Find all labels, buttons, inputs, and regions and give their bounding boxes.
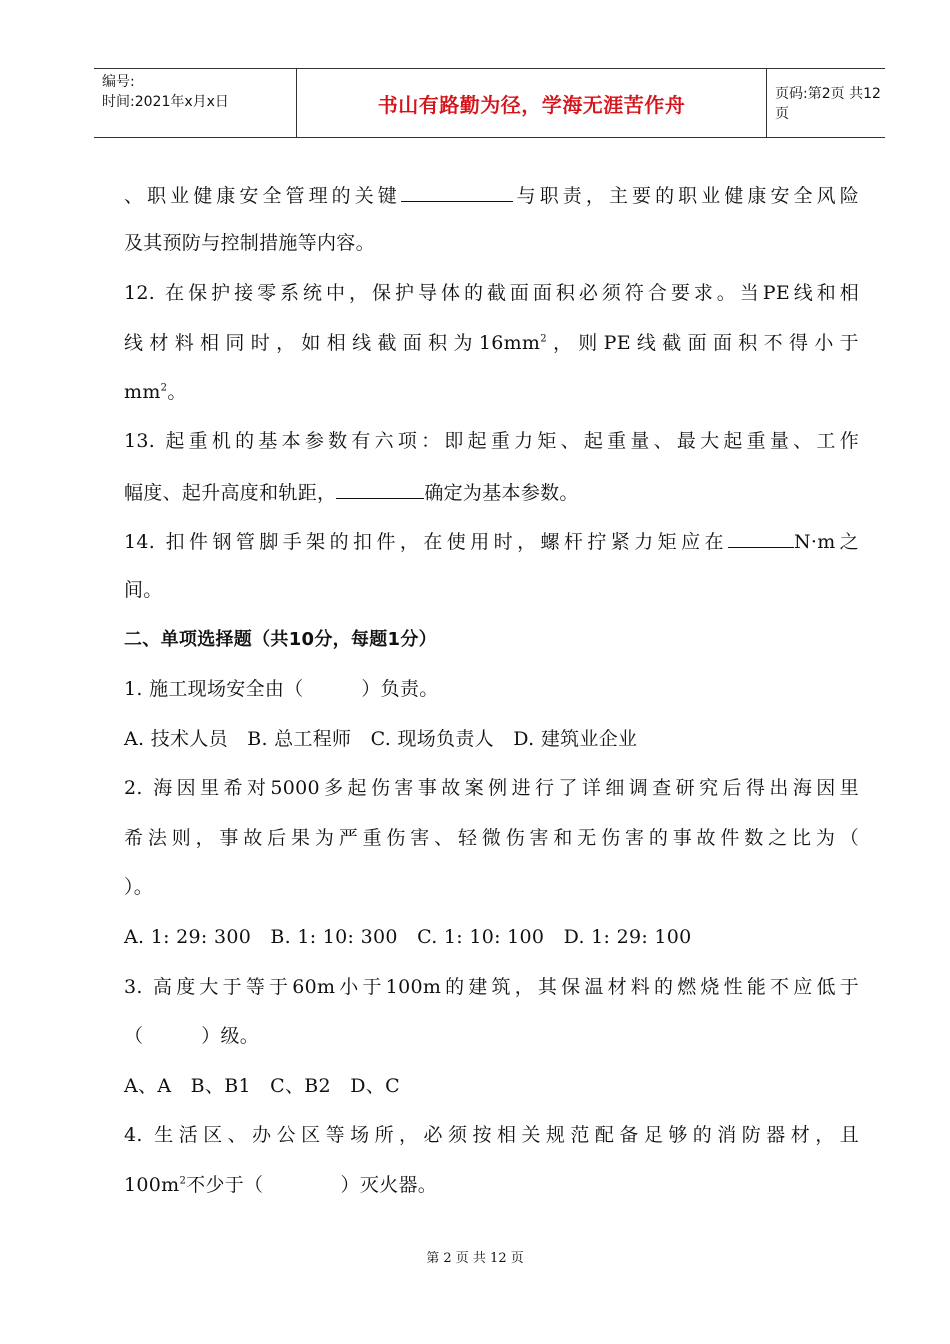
page-footer: 第 2 页 共 12 页 <box>426 1251 524 1266</box>
choice-2-question-line-3: ）。 <box>124 876 154 898</box>
choice-3-question-line-2: （ ）级。 <box>124 1025 260 1047</box>
superscript: 2 <box>160 382 168 394</box>
fill-blank <box>336 478 424 499</box>
question-12-line-3 <box>124 379 859 405</box>
header-motto: 书山有路勤为径，学海无涯苦作舟 <box>377 92 686 117</box>
header-page-label: 页码:第2页 共12页 <box>775 86 881 122</box>
superscript: 2 <box>179 1175 187 1187</box>
text-fragment: 不少于（ ）灭火器。 <box>186 1174 438 1196</box>
fill-blank <box>728 527 794 548</box>
superscript: 2 <box>540 333 547 345</box>
text-fragment: ，则PE线截面面积不得小于 <box>546 332 859 354</box>
document-number-label: 编号: <box>102 74 135 90</box>
text-line-1 <box>124 181 859 209</box>
question-13-line-1: 13. 起重机的基本参数有六项：即起重力矩、起重量、最大起重量、工作 <box>124 430 859 452</box>
choice-4-question-line-2 <box>124 1172 859 1198</box>
text-fragment: 。 <box>167 381 187 403</box>
fill-blank <box>401 181 513 202</box>
header-motto-cell <box>296 69 767 137</box>
choice-1-question: 1. 施工现场安全由（ ）负责。 <box>124 678 439 700</box>
question-14-line-2: 间。 <box>124 579 163 601</box>
text-line-2: 及其预防与控制措施等内容。 <box>124 232 375 254</box>
choice-4-question-line-1: 4. 生活区、办公区等场所，必须按相关规范配备足够的消防器材，且 <box>124 1124 859 1146</box>
text-fragment: mm <box>124 381 161 403</box>
header-meta <box>94 69 296 137</box>
choice-2-options: A. 1: 29: 300 B. 1: 10: 300 C. 1: 10: 100 D. 1: 29: 100 <box>124 926 692 948</box>
text-fragment: 100m <box>124 1174 180 1196</box>
question-12-line-1: 12. 在保护接零系统中，保护导体的截面面积必须符合要求。当PE线和相 <box>124 282 859 304</box>
choice-3-options: A、A B、B1 C、B2 D、C <box>124 1075 400 1097</box>
choice-1-options: A. 技术人员 B. 总工程师 C. 现场负责人 D. 建筑业企业 <box>124 728 638 750</box>
document-time-label: 时间:2021年x月x日 <box>102 94 229 110</box>
question-14-line-1 <box>124 527 859 555</box>
text-fragment: 与职责，主要的职业健康安全风险 <box>512 185 859 207</box>
question-13-line-2 <box>124 478 859 506</box>
text-fragment: 、职业健康安全管理的关键 <box>124 185 401 207</box>
text-fragment: N·m之 <box>793 531 859 553</box>
choice-2-question-line-2: 希法则，事故后果为严重伤害、轻微伤害和无伤害的事故件数之比为（ <box>124 827 859 849</box>
text-fragment: 14. 扣件钢管脚手架的扣件，在使用时，螺杆拧紧力矩应在 <box>124 531 728 553</box>
choice-2-question-line-1: 2. 海因里希对5000多起伤害事故案例进行了详细调查研究后得出海因里 <box>124 777 859 799</box>
choice-3-question-line-1: 3. 高度大于等于60m小于100m的建筑，其保温材料的燃烧性能不应低于 <box>124 976 859 998</box>
question-12-line-2 <box>124 330 859 356</box>
section-2-heading: 二、单项选择题（共10分，每题1分） <box>124 629 437 650</box>
text-fragment: 确定为基本参数。 <box>424 482 579 504</box>
page-header <box>94 68 885 138</box>
text-fragment: 幅度、起升高度和轨距， <box>124 482 337 504</box>
text-fragment: 线材料相同时，如相线截面积为16mm <box>124 332 541 354</box>
